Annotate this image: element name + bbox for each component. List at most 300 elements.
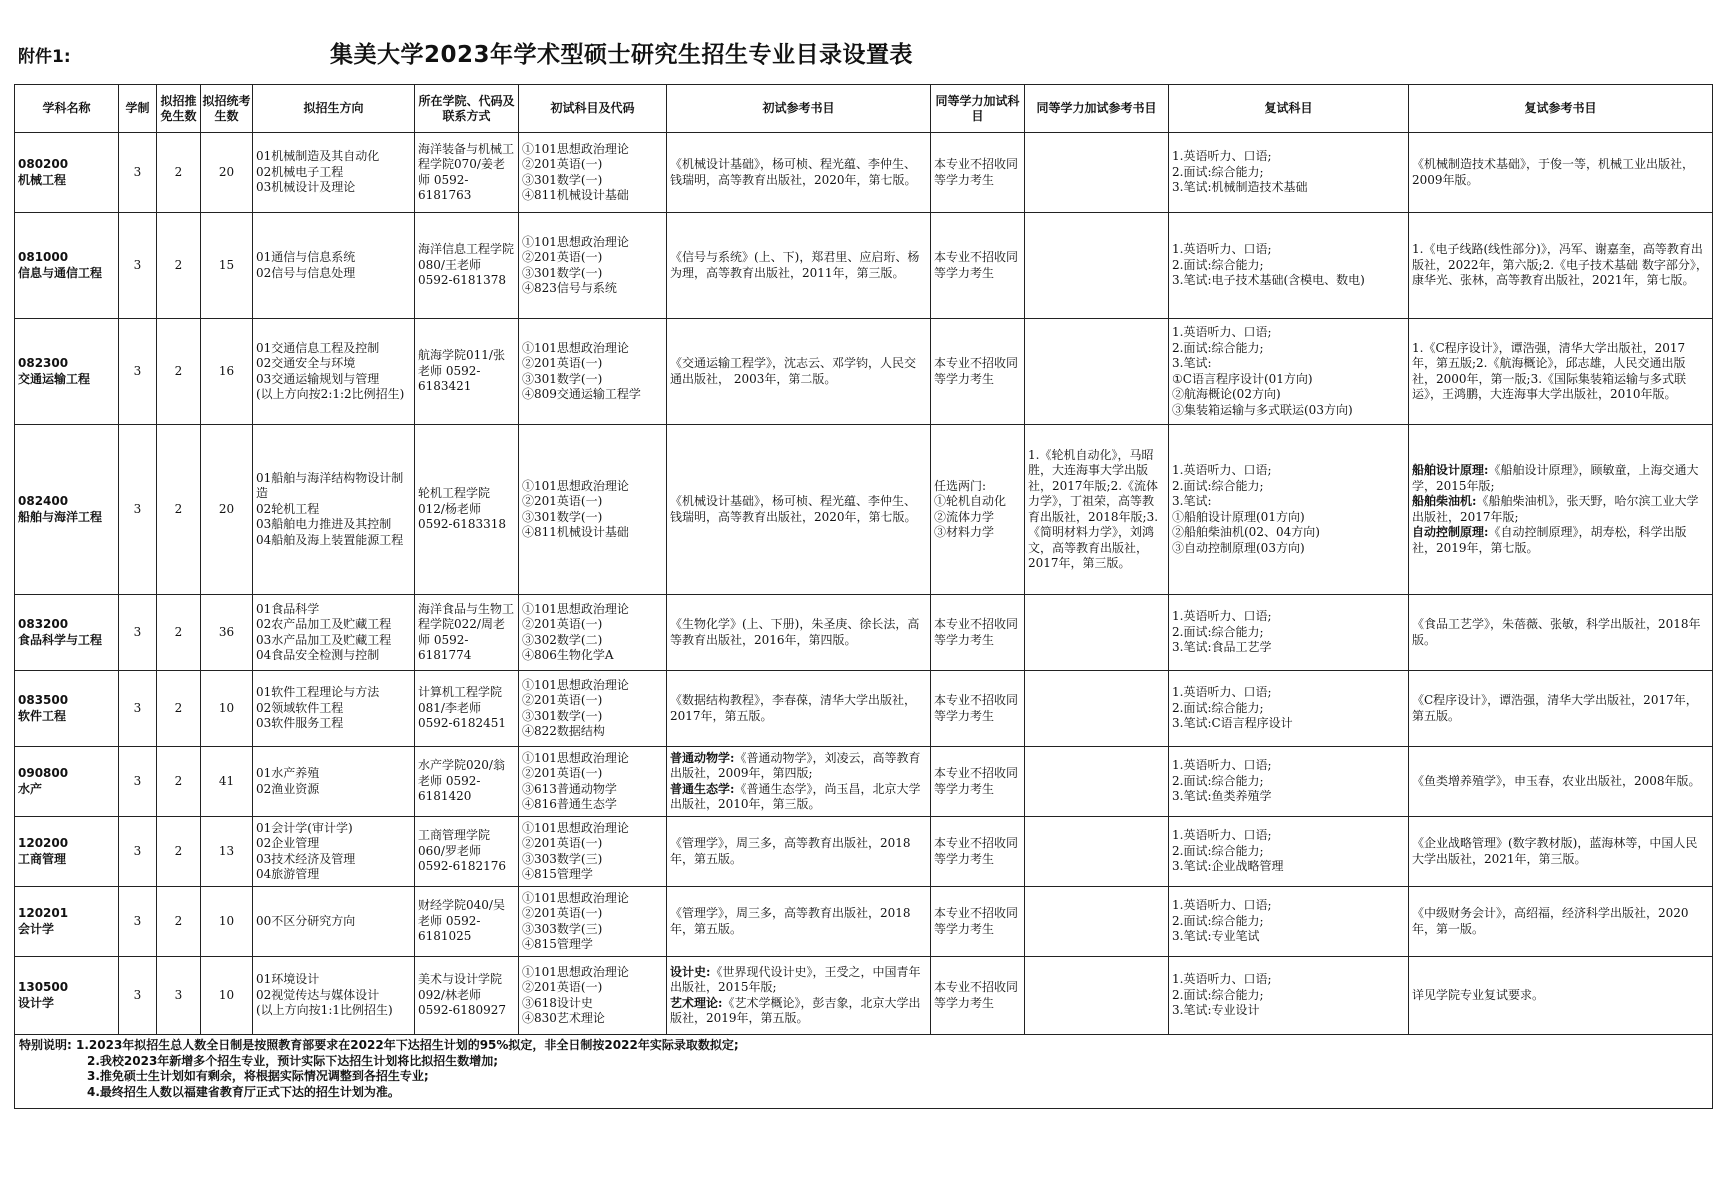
prelim-books-cell: 《数据结构教程》，李春葆，清华大学出版社，2017年，第五版。: [667, 671, 931, 747]
book-entry: [670, 751, 927, 782]
retest-subject-item: ③自动控制原理(03方向): [1172, 540, 1305, 555]
exempt-cell: 2: [157, 747, 201, 817]
direction-item: 04旅游管理: [256, 867, 320, 881]
prelim-subject-item: ①101思想政治理论: [522, 234, 629, 249]
prelim-subject-item: ④811机械设计基础: [522, 525, 629, 539]
book-category: 艺术理论:: [670, 995, 723, 1010]
table-row: [15, 425, 1713, 595]
retest-subject-item: 3.笔试:电子技术基础(含模电、数电): [1172, 273, 1365, 288]
retest-subject-item: 3.笔试:专业设计: [1172, 1003, 1260, 1018]
subject-cell: [15, 957, 119, 1035]
direction-item: 01环境设计: [256, 972, 320, 987]
retest-subjects-cell: [1169, 671, 1409, 747]
book-text: 《普通生态学》，尚玉昌，北京大学出版社，2010年，第三版。: [670, 781, 921, 811]
subject-code: 130500: [18, 980, 69, 994]
book-category: 自动控制原理:: [1412, 525, 1489, 539]
subject-name: 设计学: [18, 995, 55, 1010]
unified-cell: 20: [201, 133, 253, 213]
exempt-cell: 2: [157, 817, 201, 887]
prelim-subject-item: ③302数学(二): [522, 632, 603, 647]
retest-subjects-cell: [1169, 319, 1409, 425]
table-row: [15, 213, 1713, 319]
prelim-subjects-cell: [519, 319, 667, 425]
prelim-subject-item: ②201英语(一): [522, 980, 603, 994]
subject-name: 信息与通信工程: [18, 265, 103, 280]
unified-cell: 13: [201, 817, 253, 887]
prelim-subject-item: ②201英语(一): [522, 494, 603, 508]
subject-code: 081000: [18, 250, 69, 264]
prelim-subject-item: ④823信号与系统: [522, 281, 617, 295]
book-category: 船舶设计原理:: [1412, 463, 1489, 477]
prelim-books-cell: 《生物化学》(上、下册)，朱圣庚、徐长法，高等教育出版社，2016年，第四版。: [667, 595, 931, 671]
prelim-subject-item: ③301数学(一): [522, 509, 603, 524]
header-duration: 学制: [119, 85, 157, 133]
table-row: [15, 747, 1713, 817]
book-text: 《自动控制原理》，胡寿松，科学出版社，2019年，第七版。: [1412, 525, 1687, 555]
exempt-cell: 3: [157, 957, 201, 1035]
prelim-subject-item: ①101思想政治理论: [522, 820, 629, 835]
notes-item: 1.2023年拟招生总人数全日制是按照教育部要求在2022年下达招生计划的95%拟定，非全日制按2022年实际录取数拟定;: [76, 1038, 739, 1052]
header-equiv-books: 同等学力加试参考书目: [1025, 85, 1169, 133]
equiv-books-cell: 1.《轮机自动化》，马昭胜，大连海事大学出版社，2017年版;2.《流体力学》，丁祖荣，高等教育出版社，2018年版;3.《简明材料力学》，刘鸿文，高等教育出版社，2017年，第三版。: [1025, 425, 1169, 595]
retest-subject-item: 1.英语听力、口语;: [1172, 242, 1272, 257]
book-entry: [670, 782, 927, 813]
unified-cell: 10: [201, 671, 253, 747]
book-entry: [1412, 494, 1709, 525]
subject-name: 食品科学与工程: [18, 632, 103, 647]
direction-item: 02渔业资源: [256, 781, 320, 796]
college-cell: 轮机工程学院012/杨老师0592-6183318: [415, 425, 519, 595]
retest-subject-item: 3.笔试:C语言程序设计: [1172, 716, 1293, 731]
subject-name: 水产: [18, 781, 43, 796]
direction-item: 01会计学(审计学): [256, 820, 353, 835]
duration-cell: 3: [119, 595, 157, 671]
subject-cell: [15, 319, 119, 425]
retest-subject-item: 1.英语听力、口语;: [1172, 609, 1272, 624]
direction-cell: [253, 957, 415, 1035]
header-exempt: 拟招推免生数: [157, 85, 201, 133]
subject-cell: [15, 595, 119, 671]
unified-cell: 20: [201, 425, 253, 595]
equiv-subject-item: 任选两门:: [934, 478, 987, 493]
direction-item: 01机械制造及其自动化: [256, 149, 380, 164]
prelim-subjects-cell: [519, 887, 667, 957]
subject-cell: [15, 747, 119, 817]
college-cell: 海洋装备与机械工程学院070/姜老师 0592-6181763: [415, 133, 519, 213]
attachment-label: 附件1:: [18, 47, 71, 67]
header-equiv-subjects: 同等学力加试科目: [931, 85, 1025, 133]
duration-cell: 3: [119, 817, 157, 887]
header-row: [15, 85, 1713, 133]
prelim-subject-item: ④816普通生态学: [522, 797, 617, 811]
subject-code: 082400: [18, 494, 69, 508]
table-row: [15, 887, 1713, 957]
book-entry: [670, 996, 927, 1027]
prelim-books-cell: 《交通运输工程学》，沈志云、邓学钧，人民交通出版社， 2003年，第二版。: [667, 319, 931, 425]
prelim-subject-item: ②201英语(一): [522, 836, 603, 850]
equiv-subjects-cell: 本专业不招收同等学力考生: [931, 671, 1025, 747]
duration-cell: 3: [119, 213, 157, 319]
retest-subject-item: ②航海概论(02方向): [1172, 387, 1281, 401]
retest-subject-item: 3.笔试:鱼类养殖学: [1172, 789, 1272, 804]
notes-item: 2.我校2023年新增多个招生专业，预计实际下达招生计划将比拟招生数增加;: [87, 1053, 499, 1068]
notes-item: 4.最终招生人数以福建省教育厅正式下达的招生计划为准。: [87, 1084, 400, 1099]
duration-cell: 3: [119, 133, 157, 213]
header-subject: 学科名称: [15, 85, 119, 133]
retest-books-cell: 1.《C程序设计》，谭浩强，清华大学出版社，2017年，第五版;2.《航海概论》，邱志雄，人民交通出版社，2000年，第一版;3.《国际集装箱运输与多式联运》，王鸿鹏，大连海事大学出版社，2010年版。: [1409, 319, 1713, 425]
unified-cell: 36: [201, 595, 253, 671]
exempt-cell: 2: [157, 887, 201, 957]
prelim-subjects-cell: [519, 133, 667, 213]
retest-subject-item: 2.面试:综合能力;: [1172, 987, 1264, 1002]
exempt-cell: 2: [157, 595, 201, 671]
header-retest-subjects: 复试科目: [1169, 85, 1409, 133]
table-row: [15, 319, 1713, 425]
prelim-subject-item: ③301数学(一): [522, 265, 603, 280]
book-text: 《艺术学概论》，彭吉象，北京大学出版社，2019年，第五版。: [670, 995, 921, 1025]
table-row: [15, 817, 1713, 887]
notes-item: 3.推免硕士生计划如有剩余，将根据实际情况调整到各招生专业;: [87, 1069, 429, 1083]
unified-cell: 41: [201, 747, 253, 817]
retest-subject-item: 1.英语听力、口语;: [1172, 149, 1272, 164]
subject-code: 090800: [18, 766, 69, 780]
exempt-cell: 2: [157, 671, 201, 747]
direction-item: 03水产品加工及贮藏工程: [256, 632, 392, 647]
retest-subject-item: 1.英语听力、口语;: [1172, 758, 1272, 773]
retest-subject-item: 3.笔试:专业笔试: [1172, 929, 1260, 944]
direction-item: 04船舶及海上装置能源工程: [256, 532, 404, 547]
page-title: 集美大学2023年学术型硕士研究生招生专业目录设置表: [330, 42, 914, 68]
book-entry: [1412, 525, 1709, 556]
retest-subjects-cell: [1169, 133, 1409, 213]
retest-books-cell: 1.《电子线路(线性部分)》，冯军、谢嘉奎，高等教育出版社，2022年，第六版;2.《电子技术基础 数字部分》，康华光、张林，高等教育出版社，2021年，第七版。: [1409, 213, 1713, 319]
subject-code: 083200: [18, 617, 69, 631]
retest-subjects-cell: [1169, 887, 1409, 957]
prelim-subject-item: ①101思想政治理论: [522, 750, 629, 765]
prelim-subject-item: ③303数学(三): [522, 851, 603, 866]
direction-item: 01食品科学: [256, 601, 320, 616]
college-cell: 海洋食品与生物工程学院022/周老师 0592-6181774: [415, 595, 519, 671]
duration-cell: 3: [119, 957, 157, 1035]
prelim-subjects-cell: [519, 957, 667, 1035]
college-cell: 航海学院011/张老师 0592-6183421: [415, 319, 519, 425]
subject-code: 083500: [18, 693, 69, 707]
book-text: 《船舶设计原理》，顾敏童，上海交通大学，2015年版;: [1412, 463, 1699, 493]
retest-books-cell: 《企业战略管理》(数字教材版)，蓝海林等，中国人民大学出版社，2021年，第三版。: [1409, 817, 1713, 887]
prelim-subject-item: ②201英语(一): [522, 617, 603, 631]
retest-books-cell: 详见学院专业复试要求。: [1409, 957, 1713, 1035]
equiv-subjects-cell: 本专业不招收同等学力考生: [931, 213, 1025, 319]
equiv-subjects-cell: 本专业不招收同等学力考生: [931, 133, 1025, 213]
exempt-cell: 2: [157, 133, 201, 213]
notes-row: [15, 1035, 1713, 1109]
subject-code: 082300: [18, 356, 69, 370]
subject-cell: [15, 133, 119, 213]
exempt-cell: 2: [157, 425, 201, 595]
equiv-books-cell: [1025, 671, 1169, 747]
equiv-subjects-cell: 本专业不招收同等学力考生: [931, 747, 1025, 817]
prelim-subject-item: ②201英语(一): [522, 693, 603, 707]
retest-subject-item: 2.面试:综合能力;: [1172, 257, 1264, 272]
equiv-books-cell: [1025, 817, 1169, 887]
prelim-subjects-cell: [519, 425, 667, 595]
retest-subject-item: 2.面试:综合能力;: [1172, 164, 1264, 179]
prelim-subject-item: ①101思想政治理论: [522, 890, 629, 905]
retest-subject-item: 2.面试:综合能力;: [1172, 913, 1264, 928]
direction-item: 03机械设计及理论: [256, 180, 356, 195]
direction-item: 02视觉传达与媒体设计: [256, 987, 380, 1002]
retest-books-cell: [1409, 425, 1713, 595]
direction-item: 03船舶电力推进及其控制: [256, 517, 392, 532]
direction-item: 02农产品加工及贮藏工程: [256, 617, 392, 631]
direction-cell: [253, 887, 415, 957]
table-row: [15, 595, 1713, 671]
retest-subject-item: 2.面试:综合能力;: [1172, 843, 1264, 858]
book-entry: [670, 965, 927, 996]
equiv-books-cell: [1025, 957, 1169, 1035]
direction-item: 02领域软件工程: [256, 700, 344, 715]
direction-cell: [253, 133, 415, 213]
retest-subject-item: 1.英语听力、口语;: [1172, 325, 1272, 339]
prelim-subject-item: ④830艺术理论: [522, 1011, 605, 1025]
direction-item: 01船舶与海洋结构物设计制造: [256, 470, 404, 501]
book-category: 普通生态学:: [670, 781, 735, 796]
retest-subject-item: ①C语言程序设计(01方向): [1172, 371, 1313, 386]
direction-item: 01交通信息工程及控制: [256, 340, 380, 355]
direction-item: 02交通安全与环境: [256, 356, 356, 370]
equiv-books-cell: [1025, 595, 1169, 671]
prelim-subject-item: ①101思想政治理论: [522, 601, 629, 616]
equiv-subjects-cell: [931, 425, 1025, 595]
exempt-cell: 2: [157, 213, 201, 319]
subject-cell: [15, 671, 119, 747]
book-category: 设计史:: [670, 964, 711, 979]
subject-name: 会计学: [18, 921, 55, 936]
prelim-subject-item: ①101思想政治理论: [522, 677, 629, 692]
prelim-books-cell: 《机械设计基础》，杨可桢、程光蕴、李仲生、钱瑞明，高等教育出版社，2020年，第七版。: [667, 425, 931, 595]
notes-label: 特别说明:: [19, 1038, 72, 1052]
college-cell: 财经学院040/吴老师 0592-6181025: [415, 887, 519, 957]
prelim-subject-item: ②201英语(一): [522, 250, 603, 264]
subject-name: 船舶与海洋工程: [18, 509, 103, 524]
prelim-subject-item: ③303数学(三): [522, 921, 603, 936]
prelim-subject-item: ②201英语(一): [522, 766, 603, 780]
prelim-subject-item: ②201英语(一): [522, 356, 603, 370]
prelim-subject-item: ④815管理学: [522, 867, 593, 881]
subject-cell: [15, 817, 119, 887]
prelim-books-cell: 《信号与系统》(上、下)，郑君里、应启珩、杨为理，高等教育出版社，2011年，第三版。: [667, 213, 931, 319]
direction-item: 01水产养殖: [256, 766, 320, 780]
equiv-books-cell: [1025, 133, 1169, 213]
book-category: 船舶柴油机:: [1412, 494, 1477, 508]
direction-item: 02机械电子工程: [256, 164, 344, 179]
prelim-books-cell: 《管理学》，周三多，高等教育出版社，2018年，第五版。: [667, 817, 931, 887]
duration-cell: 3: [119, 425, 157, 595]
prelim-subjects-cell: [519, 817, 667, 887]
table-row: [15, 133, 1713, 213]
direction-cell: [253, 817, 415, 887]
header-college: 所在学院、代码及联系方式: [415, 85, 519, 133]
prelim-subjects-cell: [519, 671, 667, 747]
prelim-subject-item: ①101思想政治理论: [522, 340, 629, 355]
retest-subjects-cell: [1169, 595, 1409, 671]
retest-subject-item: 3.笔试:: [1172, 494, 1212, 508]
retest-subject-item: 2.面试:综合能力;: [1172, 478, 1264, 493]
subject-code: 120201: [18, 906, 69, 920]
retest-subject-item: 3.笔试:机械制造技术基础: [1172, 180, 1308, 195]
subject-name: 工商管理: [18, 851, 67, 866]
direction-cell: [253, 213, 415, 319]
retest-subject-item: ①船舶设计原理(01方向): [1172, 509, 1305, 524]
subject-name: 机械工程: [18, 172, 67, 187]
direction-cell: [253, 595, 415, 671]
equiv-books-cell: [1025, 213, 1169, 319]
direction-item: 02轮机工程: [256, 501, 320, 516]
unified-cell: 16: [201, 319, 253, 425]
retest-subject-item: 2.面试:综合能力;: [1172, 340, 1264, 355]
subject-name: 软件工程: [18, 708, 67, 723]
direction-item: 04食品安全检测与控制: [256, 648, 380, 662]
prelim-subject-item: ③301数学(一): [522, 708, 603, 723]
prelim-books-cell: [667, 747, 931, 817]
table-row: [15, 671, 1713, 747]
unified-cell: 15: [201, 213, 253, 319]
direction-item: 01软件工程理论与方法: [256, 685, 380, 700]
retest-books-cell: 《中级财务会计》，高绍福，经济科学出版社，2020年，第一版。: [1409, 887, 1713, 957]
direction-cell: [253, 747, 415, 817]
book-entry: [1412, 463, 1709, 494]
equiv-books-cell: [1025, 887, 1169, 957]
prelim-subject-item: ④811机械设计基础: [522, 188, 629, 202]
prelim-subjects-cell: [519, 595, 667, 671]
retest-subject-item: 3.笔试:食品工艺学: [1172, 640, 1272, 655]
retest-subjects-cell: [1169, 213, 1409, 319]
equiv-books-cell: [1025, 319, 1169, 425]
retest-subject-item: 1.英语听力、口语;: [1172, 685, 1272, 700]
special-notes: [15, 1035, 1713, 1109]
retest-books-cell: 《机械制造技术基础》，于俊一等，机械工业出版社，2009年版。: [1409, 133, 1713, 213]
book-category: 普通动物学:: [670, 750, 735, 765]
subject-name: 交通运输工程: [18, 371, 91, 386]
subject-cell: [15, 213, 119, 319]
prelim-subject-item: ②201英语(一): [522, 906, 603, 920]
equiv-subject-item: ①轮机自动化: [934, 494, 1007, 508]
college-cell: 工商管理学院060/罗老师 0592-6182176: [415, 817, 519, 887]
duration-cell: 3: [119, 671, 157, 747]
retest-books-cell: 《鱼类增养殖学》，申玉春，农业出版社，2008年版。: [1409, 747, 1713, 817]
equiv-subject-item: ②流体力学: [934, 509, 995, 524]
retest-subjects-cell: [1169, 747, 1409, 817]
prelim-subject-item: ①101思想政治理论: [522, 478, 629, 493]
header-direction: 拟招生方向: [253, 85, 415, 133]
prelim-books-cell: [667, 957, 931, 1035]
catalog-table: [14, 84, 1713, 1109]
subject-cell: [15, 887, 119, 957]
duration-cell: 3: [119, 319, 157, 425]
retest-subject-item: 2.面试:综合能力;: [1172, 773, 1264, 788]
equiv-subjects-cell: 本专业不招收同等学力考生: [931, 319, 1025, 425]
direction-item: 02信号与信息处理: [256, 265, 356, 280]
retest-subject-item: 1.英语听力、口语;: [1172, 463, 1272, 477]
table-row: [15, 957, 1713, 1035]
prelim-subject-item: ④806生物化学A: [522, 648, 614, 662]
direction-cell: [253, 425, 415, 595]
subject-cell: [15, 425, 119, 595]
retest-subject-item: 3.笔试:企业战略管理: [1172, 859, 1284, 874]
prelim-subject-item: ③618设计史: [522, 995, 593, 1010]
header-prelim-subjects: 初试科目及代码: [519, 85, 667, 133]
prelim-subject-item: ④809交通运输工程学: [522, 387, 641, 401]
direction-item: 00不区分研究方向: [256, 913, 356, 928]
book-text: 《船舶柴油机》，张天野，哈尔滨工业大学出版社，2017年版;: [1412, 494, 1699, 524]
equiv-subjects-cell: 本专业不招收同等学力考生: [931, 817, 1025, 887]
prelim-subject-item: ④815管理学: [522, 937, 593, 951]
equiv-subject-item: ③材料力学: [934, 525, 995, 539]
prelim-subject-item: ①101思想政治理论: [522, 141, 629, 156]
college-cell: 美术与设计学院092/林老师 0592-6180927: [415, 957, 519, 1035]
retest-subject-item: 1.英语听力、口语;: [1172, 828, 1272, 843]
retest-subject-item: ③集装箱运输与多式联运(03方向): [1172, 402, 1353, 417]
prelim-subject-item: ④822数据结构: [522, 724, 605, 738]
direction-item: (以上方向按2:1:2比例招生): [256, 387, 405, 401]
subject-code: 120200: [18, 836, 69, 850]
retest-subject-item: 1.英语听力、口语;: [1172, 972, 1272, 987]
college-cell: 海洋信息工程学院080/王老师 0592-6181378: [415, 213, 519, 319]
retest-subjects-cell: [1169, 425, 1409, 595]
header-retest-books: 复试参考书目: [1409, 85, 1713, 133]
direction-item: 03软件服务工程: [256, 716, 344, 731]
direction-cell: [253, 671, 415, 747]
equiv-subjects-cell: 本专业不招收同等学力考生: [931, 887, 1025, 957]
header-prelim-books: 初试参考书目: [667, 85, 931, 133]
direction-item: 01通信与信息系统: [256, 250, 356, 264]
prelim-subject-item: ①101思想政治理论: [522, 964, 629, 979]
prelim-subject-item: ②201英语(一): [522, 157, 603, 171]
direction-item: 03技术经济及管理: [256, 851, 356, 866]
retest-subject-item: 2.面试:综合能力;: [1172, 624, 1264, 639]
prelim-subject-item: ③301数学(一): [522, 172, 603, 187]
retest-subject-item: 1.英语听力、口语;: [1172, 898, 1272, 913]
college-cell: 计算机工程学院081/李老师 0592-6182451: [415, 671, 519, 747]
prelim-subject-item: ③301数学(一): [522, 371, 603, 386]
equiv-subjects-cell: 本专业不招收同等学力考生: [931, 957, 1025, 1035]
header-unified: 拟招统考生数: [201, 85, 253, 133]
retest-subject-item: 3.笔试:: [1172, 356, 1212, 370]
direction-item: 02企业管理: [256, 836, 320, 850]
prelim-subjects-cell: [519, 213, 667, 319]
prelim-books-cell: 《管理学》，周三多，高等教育出版社，2018年，第五版。: [667, 887, 931, 957]
direction-item: (以上方向按1:1比例招生): [256, 1003, 393, 1018]
equiv-subjects-cell: 本专业不招收同等学力考生: [931, 595, 1025, 671]
prelim-subjects-cell: [519, 747, 667, 817]
unified-cell: 10: [201, 957, 253, 1035]
equiv-books-cell: [1025, 747, 1169, 817]
book-text: 《普通动物学》，刘凌云，高等教育出版社，2009年，第四版;: [670, 750, 921, 780]
retest-subjects-cell: [1169, 817, 1409, 887]
book-text: 《世界现代设计史》，王受之，中国青年出版社，2015年版;: [670, 964, 921, 994]
retest-subject-item: 2.面试:综合能力;: [1172, 700, 1264, 715]
retest-books-cell: 《食品工艺学》，朱蓓薇、张敏，科学出版社，2018年版。: [1409, 595, 1713, 671]
prelim-subject-item: ③613普通动物学: [522, 781, 617, 796]
duration-cell: 3: [119, 747, 157, 817]
direction-item: 03交通运输规划与管理: [256, 371, 380, 386]
college-cell: 水产学院020/翁老师 0592-6181420: [415, 747, 519, 817]
direction-cell: [253, 319, 415, 425]
duration-cell: 3: [119, 887, 157, 957]
unified-cell: 10: [201, 887, 253, 957]
retest-subjects-cell: [1169, 957, 1409, 1035]
retest-subject-item: ②船舶柴油机(02、04方向): [1172, 525, 1320, 539]
